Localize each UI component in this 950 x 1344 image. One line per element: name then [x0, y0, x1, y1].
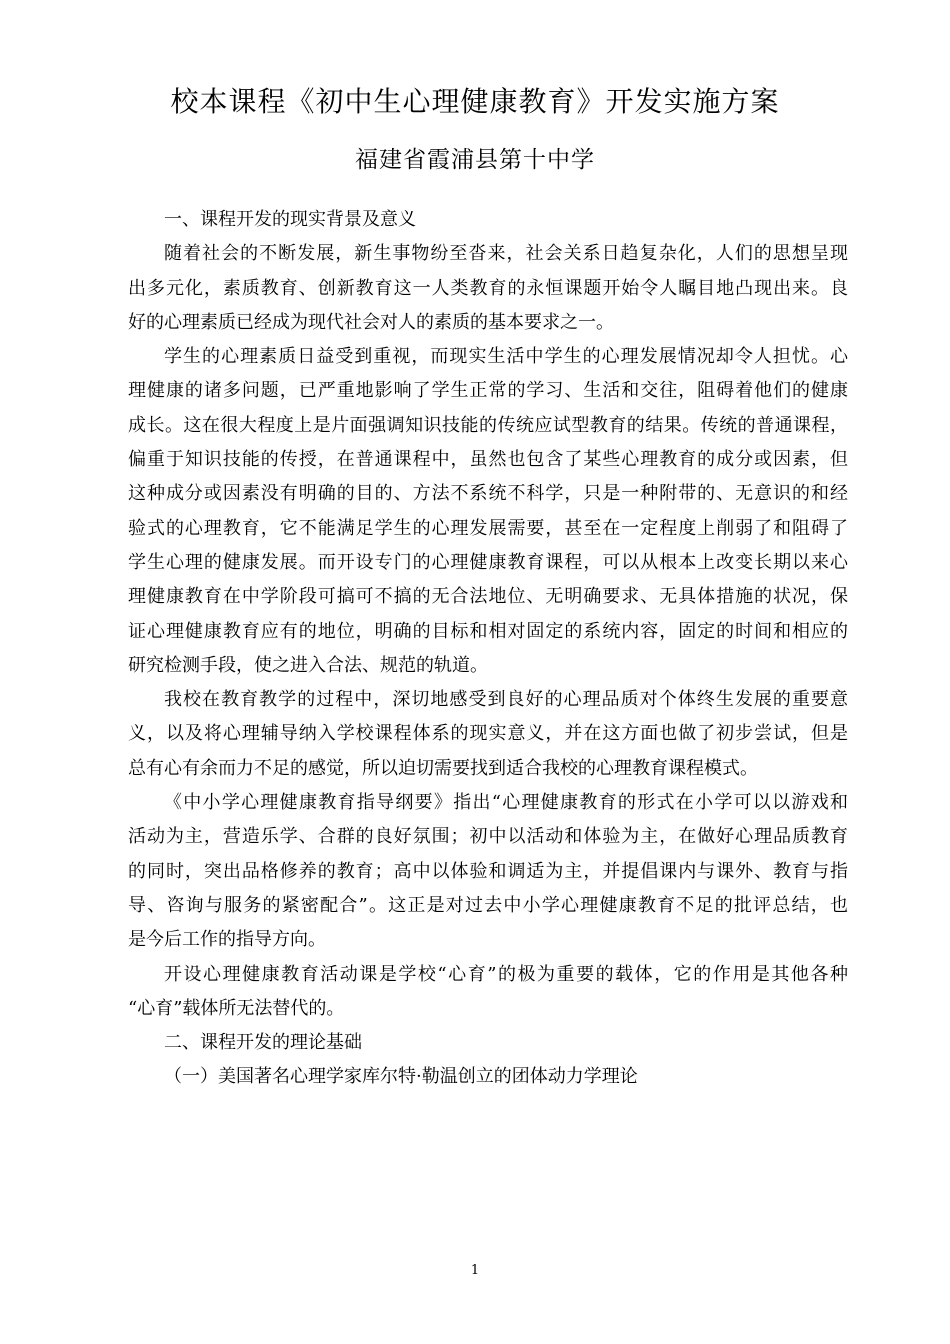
- paragraph-line: “心育”载体所无法替代的。: [128, 997, 345, 1019]
- paragraph-line: 理健康教育在中学阶段可搞可不搞的无合法地位、无明确要求、无具体措施的状况，保: [128, 586, 848, 608]
- paragraph-line: 总有心有余而力不足的感觉，所以迫切需要找到适合我校的心理教育课程模式。: [128, 757, 758, 779]
- paragraph-line: 证心理健康教育应有的地位，明确的目标和相对固定的系统内容，固定的时间和相应的: [128, 620, 848, 642]
- paragraph-line: 学生的心理素质日益受到重视，而现实生活中学生的心理发展情况却令人担忧。心: [164, 346, 848, 368]
- section-heading: 一、课程开发的现实背景及意义: [164, 209, 416, 230]
- document-body: [128, 203, 848, 1095]
- page-number: 1: [470, 1263, 480, 1278]
- paragraph-line: 好的心理素质已经成为现代社会对人的素质的基本要求之一。: [128, 311, 614, 333]
- document-subtitle: 福建省霞浦县第十中学: [355, 147, 595, 173]
- paragraph-line: 理健康的诸多问题，已严重地影响了学生正常的学习、生活和交往，阻碍着他们的健康: [128, 380, 848, 402]
- paragraph-line: 出多元化，素质教育、创新教育这一人类教育的永恒课题开始令人瞩目地凸现出来。良: [128, 277, 848, 299]
- paragraph-line: 我校在教育教学的过程中，深切地感受到良好的心理品质对个体终生发展的重要意: [164, 689, 848, 711]
- paragraph-line: 学生心理的健康发展。而开设专门的心理健康教育课程，可以从根本上改变长期以来心: [128, 551, 848, 573]
- paragraph-line: 偏重于知识技能的传授，在普通课程中，虽然也包含了某些心理教育的成分或因素，但: [128, 449, 848, 471]
- subsection-heading: （一）美国著名心理学家库尔特·勒温创立的团体动力学理论: [164, 1066, 638, 1088]
- paragraph-line: 验式的心理教育，它不能满足学生的心理发展需要，甚至在一定程度上削弱了和阻碍了: [128, 517, 848, 539]
- paragraph-line: 活动为主，营造乐学、合群的良好氛围；初中以活动和体验为主，在做好心理品质教育: [128, 826, 848, 848]
- paragraph-line: 的同时，突出品格修养的教育；高中以体验和调适为主，并提倡课内与课外、教育与指: [128, 860, 848, 882]
- document-title: 校本课程《初中生心理健康教育》开发实施方案: [170, 85, 780, 118]
- paragraph-line: 开设心理健康教育活动课是学校“心育”的极为重要的载体，它的作用是其他各种: [164, 963, 848, 985]
- paragraph-line: 导、咨询与服务的紧密配合”。这正是对过去中小学心理健康教育不足的批评总结，也: [128, 894, 848, 916]
- section-heading: 二、课程开发的理论基础: [164, 1032, 362, 1054]
- paragraph-line: 研究检测手段，使之进入合法、规范的轨道。: [128, 654, 488, 676]
- paragraph-line: 这种成分或因素没有明确的目的、方法不系统不科学，只是一种附带的、无意识的和经: [128, 483, 848, 505]
- paragraph-line: 《中小学心理健康教育指导纲要》指出“心理健康教育的形式在小学可以以游戏和: [164, 792, 848, 814]
- paragraph-line: 义，以及将心理辅导纳入学校课程体系的现实意义，并在这方面也做了初步尝试，但是: [128, 723, 848, 745]
- paragraph-line: 是今后工作的指导方向。: [128, 929, 326, 951]
- paragraph-line: 成长。这在很大程度上是片面强调知识技能的传统应试型教育的结果。传统的普通课程，: [128, 414, 848, 436]
- paragraph-line: 随着社会的不断发展，新生事物纷至沓来，社会关系日趋复杂化，人们的思想呈现: [164, 243, 848, 265]
